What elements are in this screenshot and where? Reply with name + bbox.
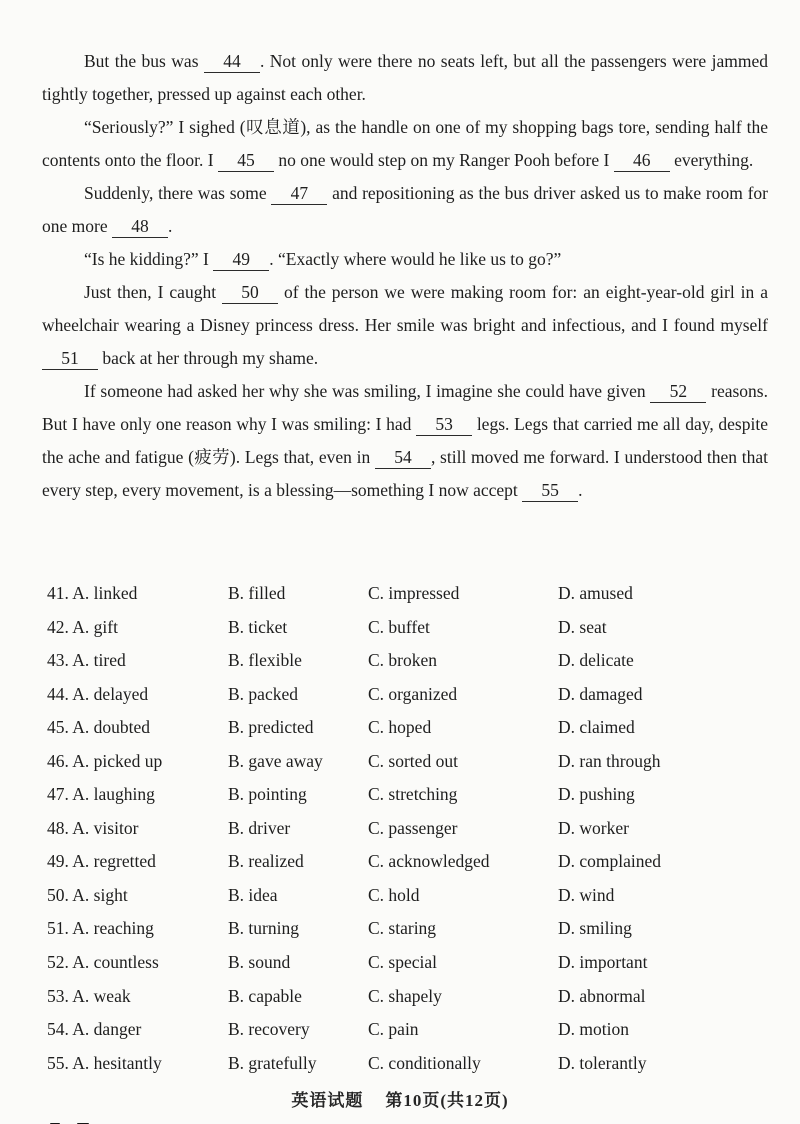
option-cell: 46. A. picked up xyxy=(47,750,163,771)
footer-page-number: 第10页(共12页) xyxy=(385,1091,509,1110)
option-row-46 xyxy=(47,745,792,779)
paragraph-text: But the bus was xyxy=(84,51,204,71)
option-cell: 49. A. regretted xyxy=(47,851,156,872)
option-cell: B. realized xyxy=(228,851,304,872)
option-row-51 xyxy=(47,912,792,946)
option-cell: 41. A. linked xyxy=(47,583,138,603)
option-cell: D. delicate xyxy=(558,650,634,671)
option-cell: C. shapely xyxy=(368,985,442,1006)
option-cell: C. pain xyxy=(368,1019,419,1040)
paragraph-text: . xyxy=(578,480,583,500)
option-cell: 55. A. hesitantly xyxy=(47,1052,162,1073)
blank-51: 51 xyxy=(42,348,98,370)
paragraph-text: If someone had asked her why she was smiling, I imagine she could have given xyxy=(84,381,651,401)
paragraph-text: everything. xyxy=(669,150,754,170)
option-cell: B. predicted xyxy=(228,717,314,738)
option-cell: B. ticket xyxy=(228,616,288,637)
option-cell: C. hoped xyxy=(368,717,432,738)
blank-50: 50 xyxy=(222,282,278,304)
option-cell: D. smiling xyxy=(558,918,632,939)
option-cell: C. conditionally xyxy=(368,1052,481,1073)
paragraph-5 xyxy=(42,276,768,375)
blank-53: 53 xyxy=(416,414,472,436)
option-cell: D. ran through xyxy=(558,750,661,771)
option-cell: D. abnormal xyxy=(558,985,646,1006)
option-cell: C. special xyxy=(368,952,438,973)
option-cell: 51. A. reaching xyxy=(47,918,154,939)
option-row-45 xyxy=(47,711,792,745)
option-cell: C. broken xyxy=(368,650,438,671)
blank-52: 52 xyxy=(650,381,706,403)
paragraph-2 xyxy=(42,111,768,177)
option-cell: D. important xyxy=(558,952,648,973)
option-cell: B. gratefully xyxy=(228,1052,317,1073)
option-row-54 xyxy=(47,1013,792,1047)
option-cell: D. pushing xyxy=(558,784,635,805)
option-cell: D. claimed xyxy=(558,717,635,738)
option-cell: D. tolerantly xyxy=(558,1052,647,1073)
option-cell: B. driver xyxy=(228,817,291,838)
blank-45: 45 xyxy=(218,150,274,172)
paragraph-text: . Not only were there no seats left, but all the passengers were jammed tightly together, pressed up against each other. xyxy=(42,51,768,104)
footer-doc-title: 英语试题 xyxy=(291,1091,364,1110)
paragraph-text: back at her through my shame. xyxy=(98,348,319,368)
blank-49: 49 xyxy=(213,249,269,271)
option-cell: 54. A. danger xyxy=(47,1019,142,1040)
paragraph-text: . “Exactly where would he like us to go?” xyxy=(269,249,562,269)
cloze-passage xyxy=(42,45,768,507)
paragraph-text: reasons. But I have only one reason why I was smiling: I had xyxy=(42,381,768,434)
option-cell: C. impressed xyxy=(368,583,460,603)
blank-54: 54 xyxy=(375,447,431,469)
option-row-49 xyxy=(47,845,792,879)
paragraph-text: legs. Legs that carried me all day, despite the ache and fatigue (疲劳). Legs that, even in xyxy=(42,414,768,467)
paragraph-text: “Seriously?” I sighed (叹息道), as the handle on one of my shopping bags tore, sending half the contents onto the floor. I xyxy=(42,117,768,170)
option-row-42 xyxy=(47,611,792,645)
paragraph-text: and repositioning as the bus driver asked us to make room for one more xyxy=(42,183,768,236)
option-cell: 45. A. doubted xyxy=(47,717,151,738)
option-cell: B. turning xyxy=(228,918,299,939)
option-cell: C. hold xyxy=(368,884,420,905)
option-cell: C. stretching xyxy=(368,784,458,805)
page-footer xyxy=(0,1086,800,1111)
paragraph-text: Just then, I caught xyxy=(84,282,222,302)
option-cell: D. motion xyxy=(558,1019,629,1040)
option-cell: D. worker xyxy=(558,817,629,838)
paragraph-text: “Is he kidding?” I xyxy=(84,249,214,269)
option-cell: B. filled xyxy=(228,583,286,603)
option-cell: D. amused xyxy=(558,583,633,603)
option-cell: 53. A. weak xyxy=(47,985,131,1006)
paragraph-6 xyxy=(42,375,768,507)
option-row-44 xyxy=(47,678,792,712)
option-cell: C. buffet xyxy=(368,616,430,637)
option-cell: B. flexible xyxy=(228,650,302,671)
option-cell: B. packed xyxy=(228,683,298,704)
option-row-48 xyxy=(47,812,792,846)
option-row-55 xyxy=(47,1047,792,1081)
option-cell: 44. A. delayed xyxy=(47,683,149,704)
option-cell: B. idea xyxy=(228,884,278,905)
option-cell: D. complained xyxy=(558,851,662,872)
option-row-43 xyxy=(47,644,792,678)
option-row-52 xyxy=(47,946,792,980)
paragraph-text: no one would step on my Ranger Pooh before I xyxy=(273,150,614,170)
option-row-50 xyxy=(47,879,792,913)
option-cell: D. wind xyxy=(558,884,615,905)
options-grid xyxy=(47,577,792,1080)
paragraph-4 xyxy=(42,243,768,276)
option-cell: 43. A. tired xyxy=(47,650,126,671)
option-cell: B. capable xyxy=(228,985,302,1006)
option-cell: C. acknowledged xyxy=(368,851,490,872)
option-row-53 xyxy=(47,980,792,1014)
option-cell: C. staring xyxy=(368,918,437,939)
paragraph-text: . xyxy=(167,216,173,236)
option-cell: 42. A. gift xyxy=(47,616,118,637)
option-cell: 50. A. sight xyxy=(47,884,128,905)
option-cell: 47. A. laughing xyxy=(47,784,155,805)
option-cell: D. damaged xyxy=(558,683,643,704)
option-row-41 xyxy=(47,577,792,611)
paragraph-text: Suddenly, there was some xyxy=(84,183,272,203)
option-cell: B. gave away xyxy=(228,750,323,771)
blank-44: 44 xyxy=(204,51,260,73)
option-cell: C. sorted out xyxy=(368,750,458,771)
option-cell: C. organized xyxy=(368,683,458,704)
option-cell: B. pointing xyxy=(228,784,307,805)
option-cell: B. sound xyxy=(228,952,291,973)
option-cell: B. recovery xyxy=(228,1019,310,1040)
paragraph-1 xyxy=(42,45,768,111)
blank-55: 55 xyxy=(522,480,578,502)
blank-48: 48 xyxy=(112,216,168,238)
blank-47: 47 xyxy=(271,183,327,205)
option-row-47 xyxy=(47,778,792,812)
option-cell: 52. A. countless xyxy=(47,952,159,973)
option-cell: D. seat xyxy=(558,616,607,637)
print-artifact-bottom-left xyxy=(2,1114,132,1124)
blank-46: 46 xyxy=(614,150,670,172)
option-cell: 48. A. visitor xyxy=(47,817,139,838)
paragraph-text: of the person we were making room for: an eight-year-old girl in a wheelchair wearing a Disney princess dress. Her smile was bright and infectious, and I found myself xyxy=(42,282,768,335)
paragraph-3 xyxy=(42,177,768,243)
paragraph-text: , still moved me forward. I understood then that every step, every movement, is a blessing—something I now accept xyxy=(42,447,768,500)
option-cell: C. passenger xyxy=(368,817,458,838)
